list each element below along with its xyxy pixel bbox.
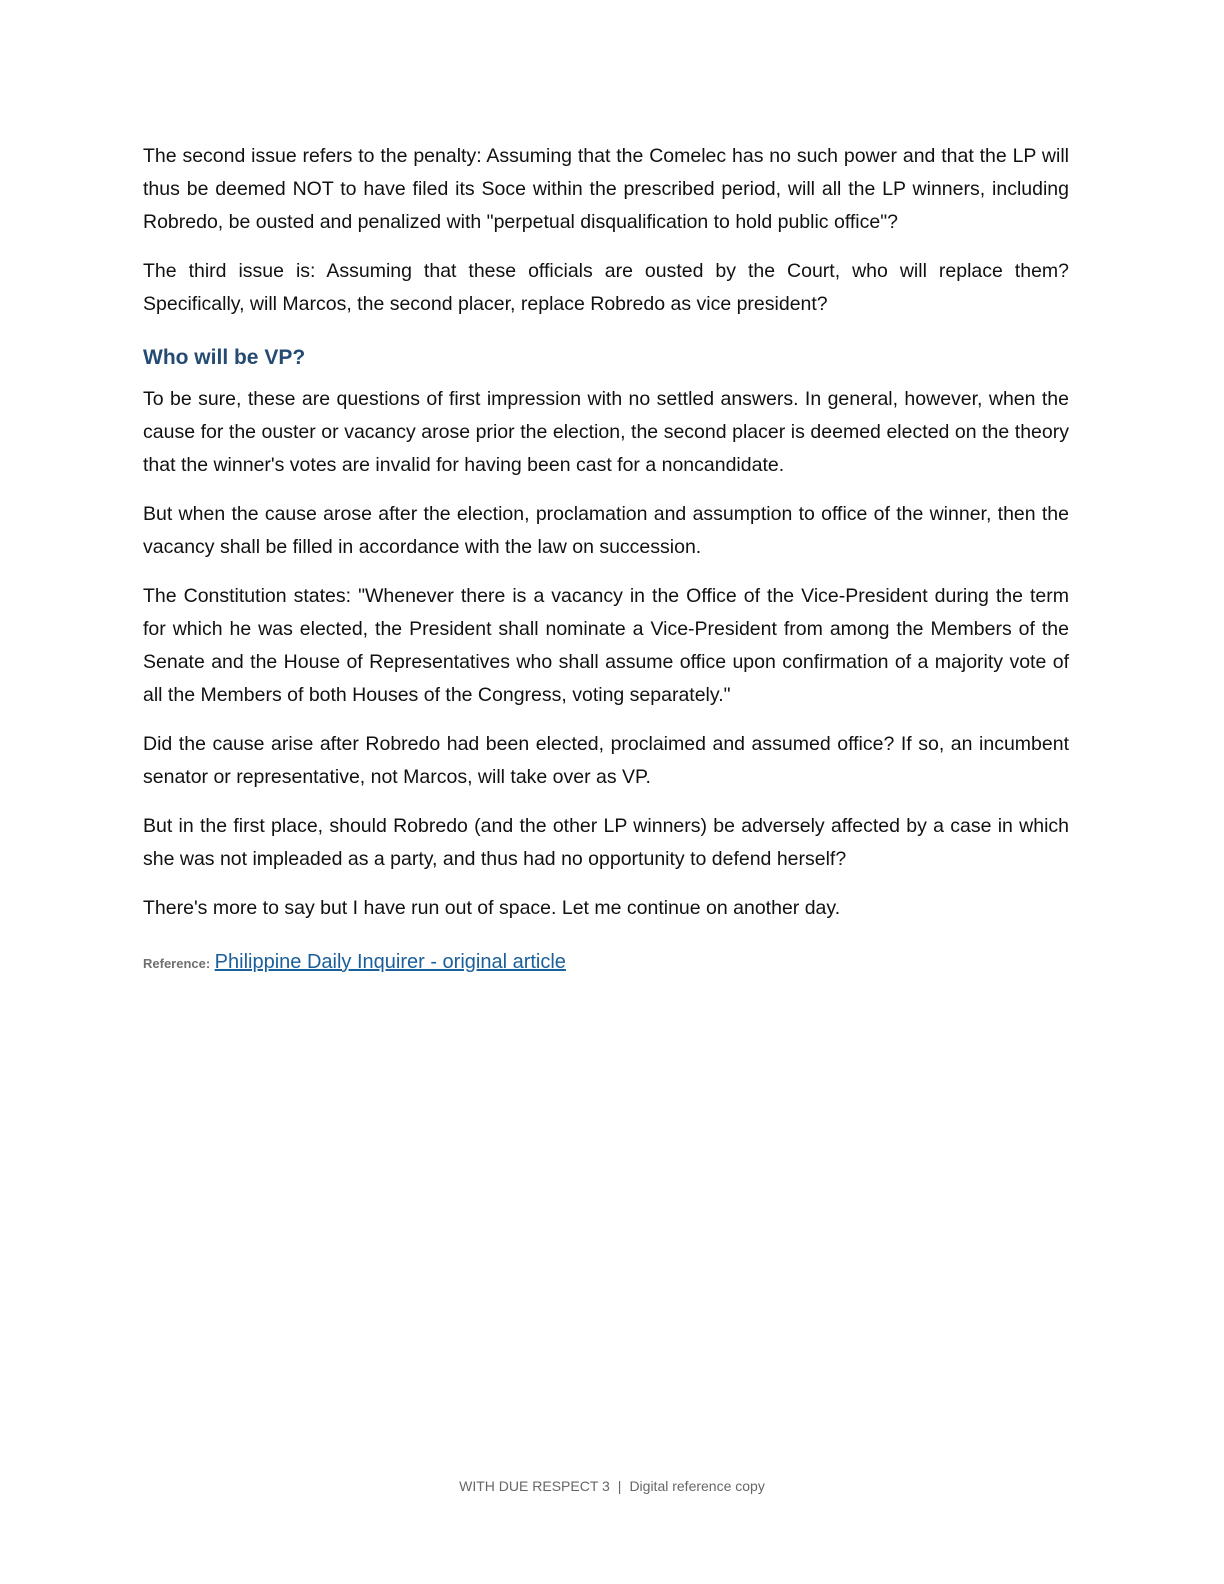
paragraph-third-issue: The third issue is: Assuming that these officials are ousted by the Court, who will replace them? Specifically, will Marcos, the second placer, replace Robredo as vice president? [143, 260, 1069, 315]
footer-separator: | [617, 1478, 622, 1494]
paragraph-closing: There's more to say but I have run out of space. Let me continue on another day. [143, 897, 841, 919]
reference-line [143, 947, 1069, 979]
paragraph-first-impression: To be sure, these are questions of first impression with no settled answers. In general, however, when the cause for the ouster or vacancy arose prior the election, the second placer is deemed elected on the theory that the winner's votes are invalid for having been cast for a noncandidate. [143, 388, 1069, 476]
paragraph-impleaded: But in the first place, should Robredo (and the other LP winners) be adversely affected by a case in which she was not impleaded as a party, and thus had no opportunity to defend herself? [143, 815, 1069, 870]
page-footer [0, 1478, 1224, 1494]
reference-label: Reference: [143, 956, 211, 971]
section-heading: Who will be VP? [143, 346, 306, 369]
footer-title: WITH DUE RESPECT 3 [459, 1478, 610, 1494]
paragraph-constitution-quote: The Constitution states: "Whenever there is a vacancy in the Office of the Vice-President during the term for which he was elected, the President shall nominate a Vice-President from among the Members of the Senate and the House of Representatives who shall assume office upon confirmation of a majority vote of all the Members of both Houses of the Congress, voting separately." [143, 585, 1069, 706]
paragraph-incumbent: Did the cause arise after Robredo had been elected, proclaimed and assumed office? If so, an incumbent senator or representative, not Marcos, will take over as VP. [143, 733, 1069, 788]
paragraph-second-issue: The second issue refers to the penalty: Assuming that the Comelec has no such power and that the LP will thus be deemed NOT to have filed its Soce within the prescribed period, will all the LP winners, including Robredo, be ousted and penalized with "perpetual disqualification to hold public office"? [143, 145, 1069, 233]
footer-note: Digital reference copy [629, 1478, 765, 1494]
reference-link[interactable]: Philippine Daily Inquirer - original article [214, 951, 566, 973]
article-body [143, 140, 1069, 979]
paragraph-succession: But when the cause arose after the election, proclamation and assumption to office of the winner, then the vacancy shall be filled in accordance with the law on succession. [143, 503, 1069, 558]
